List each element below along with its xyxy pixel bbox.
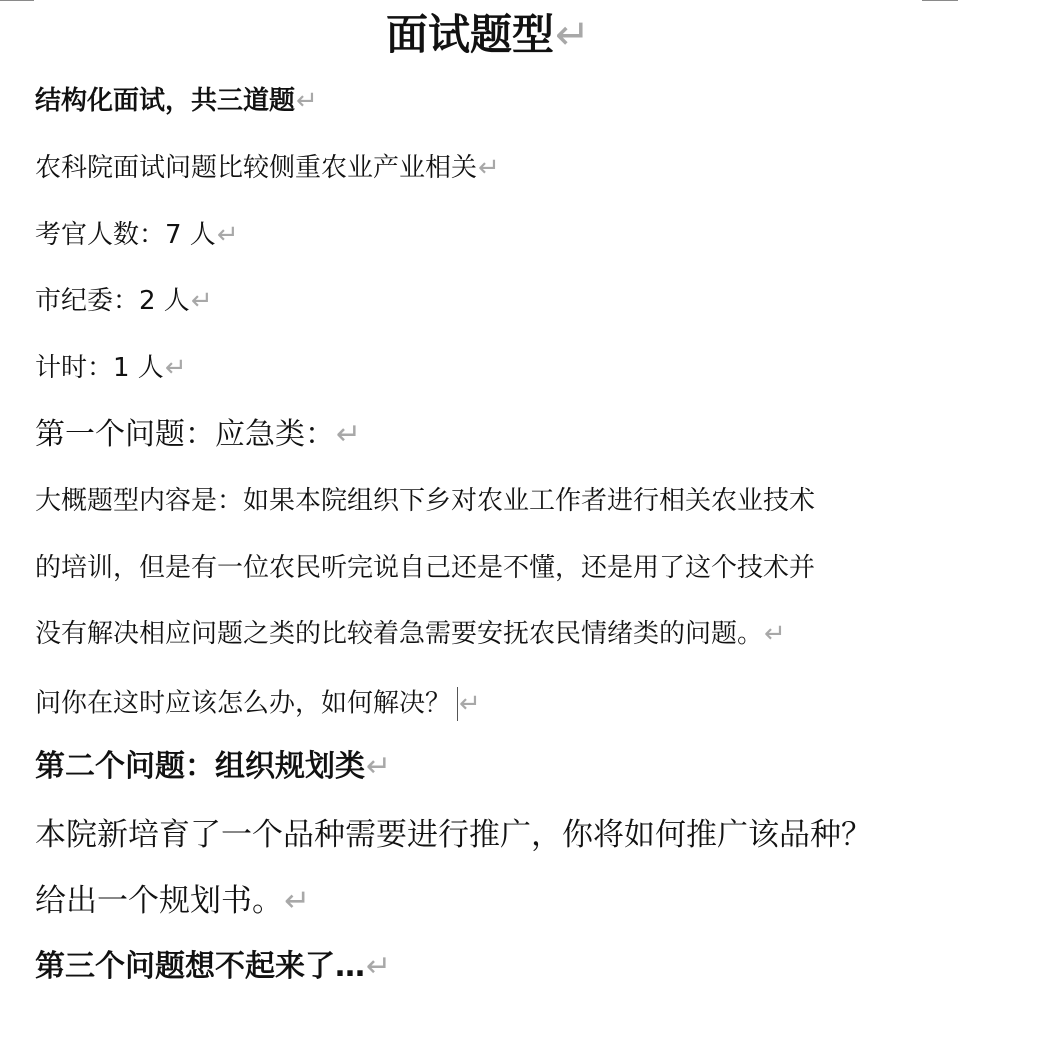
examiners-line bbox=[35, 222, 239, 248]
focus-line bbox=[35, 155, 500, 181]
document-title bbox=[386, 10, 591, 59]
q2-heading bbox=[35, 749, 392, 784]
text-cursor bbox=[457, 687, 458, 721]
q1-heading bbox=[35, 417, 362, 452]
examiners-text: 考官人数：7 人 bbox=[35, 220, 216, 250]
q2-body-line-1 bbox=[35, 817, 872, 853]
intro-line bbox=[35, 88, 318, 114]
page-corner-mark-left bbox=[0, 0, 34, 1]
q2-heading-text: 第二个问题：组织规划类 bbox=[35, 749, 365, 784]
focus-text: 农科院面试问题比较侧重农业产业相关 bbox=[35, 153, 478, 183]
q3-heading-text: 第三个问题想不起来了… bbox=[35, 949, 365, 984]
q2-body-text-2: 给出一个规划书。 bbox=[35, 883, 283, 919]
paragraph-mark-icon: ↵ bbox=[764, 619, 786, 649]
paragraph-mark-icon: ↵ bbox=[216, 220, 239, 250]
paragraph-mark-icon: ↵ bbox=[190, 286, 213, 316]
q1-body-text-1: 大概题型内容是：如果本院组织下乡对农业工作者进行相关农业技术 bbox=[35, 486, 816, 516]
intro-text: 结构化面试，共三道题 bbox=[35, 86, 296, 116]
paragraph-mark-icon: ↵ bbox=[366, 749, 392, 784]
q2-body-text-1: 本院新培育了一个品种需要进行推广，你将如何推广该品种？ bbox=[35, 817, 872, 853]
q1-body-line-1 bbox=[35, 488, 815, 514]
paragraph-mark-icon: ↵ bbox=[366, 949, 392, 984]
timer-text: 计时：1 人 bbox=[35, 353, 164, 383]
q1-question-line bbox=[35, 687, 481, 721]
document-title-text: 面试题型 bbox=[386, 10, 555, 59]
q3-heading bbox=[35, 949, 392, 984]
q1-body-line-3 bbox=[35, 621, 786, 647]
paragraph-mark-icon: ↵ bbox=[555, 10, 591, 59]
q1-heading-text: 第一个问题：应急类： bbox=[35, 417, 335, 452]
timer-line bbox=[35, 355, 187, 381]
q2-body-line-2 bbox=[35, 883, 310, 919]
paragraph-mark-icon: ↵ bbox=[478, 153, 500, 183]
q1-body-text-3: 没有解决相应问题之类的比较着急需要安抚农民情绪类的问题。 bbox=[35, 619, 764, 649]
paragraph-mark-icon: ↵ bbox=[284, 883, 310, 919]
paragraph-mark-icon: ↵ bbox=[164, 353, 187, 383]
paragraph-mark-icon: ↵ bbox=[296, 86, 318, 116]
discipline-text: 市纪委：2 人 bbox=[35, 286, 190, 316]
discipline-line bbox=[35, 288, 213, 314]
paragraph-mark-icon: ↵ bbox=[459, 688, 481, 719]
q1-body-line-2 bbox=[35, 555, 815, 581]
q1-body-text-2: 的培训，但是有一位农民听完说自己还是不懂，还是用了这个技术并 bbox=[35, 553, 816, 583]
paragraph-mark-icon: ↵ bbox=[336, 417, 362, 452]
page-corner-mark-right bbox=[922, 0, 958, 1]
q1-question-text: 问你在这时应该怎么办，如何解决？ bbox=[35, 688, 452, 719]
